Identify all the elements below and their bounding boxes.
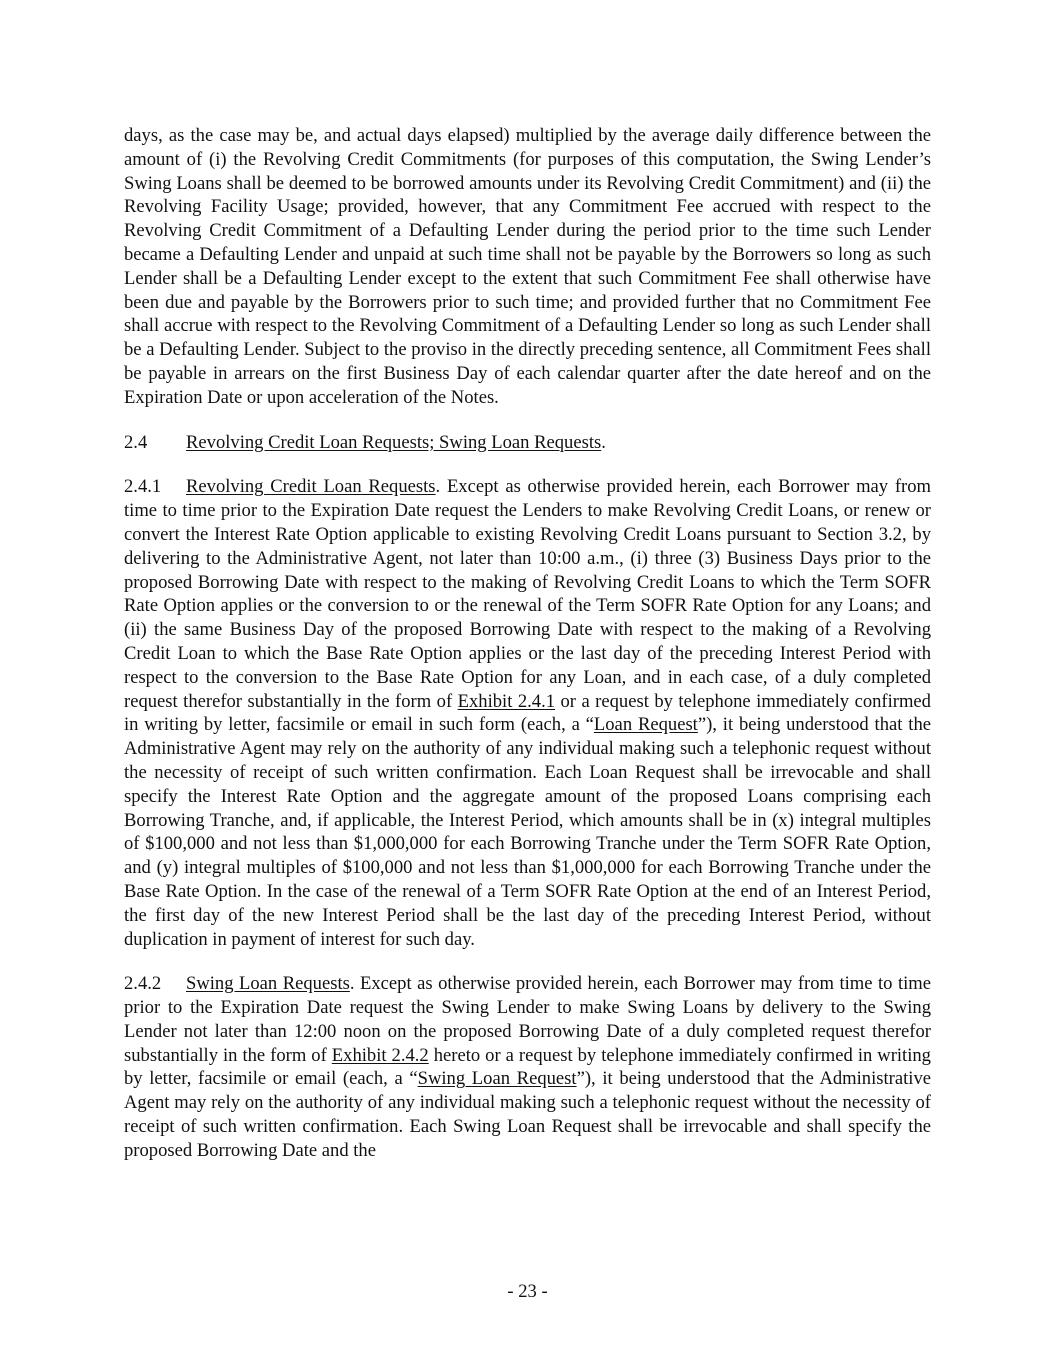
section-2-4-1-number: 2.4.1 — [124, 476, 162, 498]
loan-request-defined-term: Loan Request — [593, 714, 698, 736]
section-2-4-heading — [124, 431, 931, 455]
section-2-4-1-paragraph — [124, 475, 931, 951]
section-2-4-2-title: Swing Loan Requests — [186, 973, 350, 995]
exhibit-2-4-1-reference: Exhibit 2.4.1 — [457, 690, 556, 712]
section-2-4-1-text-1: . Except as otherwise provided herein, each Borrower may from time to time prior to the Expiration Date request the Lenders to make Revolving Credit Loans, or renew or convert the Interest Rate Option applicable to existing Revolving Credit Loans pursuant to Section 3.2, by delivering to the Administrative Agent, not later than 10:00 a.m., (i) three (3) Business Days prior to the proposed Borrowing Date with respect to the making of Revolving Credit Loans to which the Term SOFR Rate Option applies or the conversion to or the renewal of the Term SOFR Rate Option for any Loans; and (ii) the same Business Day of the proposed Borrowing Date with respect to the making of a Revolving Credit Loan to which the Base Rate Option applies or the last day of the preceding Interest Period with respect to the conversion to the Base Rate Option for any Loan, and in each case, of a duly completed request therefor substantially in the form of — [124, 476, 931, 712]
section-2-4-period: . — [601, 431, 606, 453]
section-2-4-2-text-2: hereto or a request by telephone immediately confirmed in writing by letter, facsimile or email (each, a “ — [124, 1044, 931, 1090]
section-2-4-2-paragraph — [124, 972, 931, 1162]
swing-loan-request-defined-term: Swing Loan Request — [417, 1068, 577, 1090]
section-2-4-2-text-3: ”), it being understood that the Administrative Agent may rely on the authority of any individual making such a telephonic request without the necessity of receipt of such written confirmation. Each Swing Loan Request shall be irrevocable and shall specify the proposed Borrowing Date and the — [124, 1068, 931, 1161]
section-2-4-number: 2.4 — [124, 431, 148, 453]
section-2-4-2-text-1: . Except as otherwise provided herein, each Borrower may from time to time prior to the Expiration Date request the Swing Lender to make Swing Loans by delivery to the Swing Lender not later than 12:00 noon on the proposed Borrowing Date of a duly completed request therefor substantially in the form of — [124, 973, 931, 1066]
exhibit-2-4-2-reference: Exhibit 2.4.2 — [331, 1044, 429, 1066]
commitment-fee-paragraph: days, as the case may be, and actual days elapsed) multiplied by the average daily difference between the amount of (i) the Revolving Credit Commitments (for purposes of this computation, the Swing Lender’s Swing Loans shall be deemed to be borrowed amounts under its Revolving Credit Commitment) and (ii) the Revolving Facility Usage; provided, however, that any Commitment Fee accrued with respect to the Revolving Credit Commitment of a Defaulting Lender during the period prior to the time such Lender became a Defaulting Lender and unpaid at such time shall not be payable by the Borrowers so long as such Lender shall be a Defaulting Lender except to the extent that such Commitment Fee shall otherwise have been due and payable by the Borrowers prior to such time; and provided further that no Commitment Fee shall accrue with respect to the Revolving Commitment of a Defaulting Lender so long as such Lender shall be a Defaulting Lender. Subject to the proviso in the directly preceding sentence, all Commitment Fees shall be payable in arrears on the first Business Day of each calendar quarter after the date hereof and on the Expiration Date or upon acceleration of the Notes. — [124, 125, 931, 408]
section-2-4-1-text-3: ”), it being understood that the Administrative Agent may rely on the authority of any individual making such a telephonic request without the necessity of receipt of such written confirmation. Each Loan Request shall be irrevocable and shall specify the Interest Rate Option and the aggregate amount of the proposed Loans comprising each Borrowing Tranche, and, if applicable, the Interest Period, which amounts shall be in (x) integral multiples of $100,000 and not less than $1,000,000 for each Borrowing Tranche under the Term SOFR Rate Option, and (y) integral multiples of $100,000 and not less than $1,000,000 for each Borrowing Tranche under the Base Rate Option. In the case of the renewal of a Term SOFR Rate Option at the end of an Interest Period, the first day of the new Interest Period shall be the last day of the preceding Interest Period, without duplication in payment of interest for such day. — [124, 714, 931, 950]
page-number: - 23 - — [507, 1281, 548, 1302]
section-2-4-1-text-2: or a request by telephone immediately confirmed in writing by letter, facsimile or email in such form (each, a “ — [124, 690, 931, 736]
section-2-4-2-number: 2.4.2 — [124, 973, 162, 995]
section-2-4-title: Revolving Credit Loan Requests; Swing Loan Requests — [186, 431, 602, 453]
document-body — [124, 124, 931, 1184]
section-2-4-1-title: Revolving Credit Loan Requests — [186, 476, 436, 498]
